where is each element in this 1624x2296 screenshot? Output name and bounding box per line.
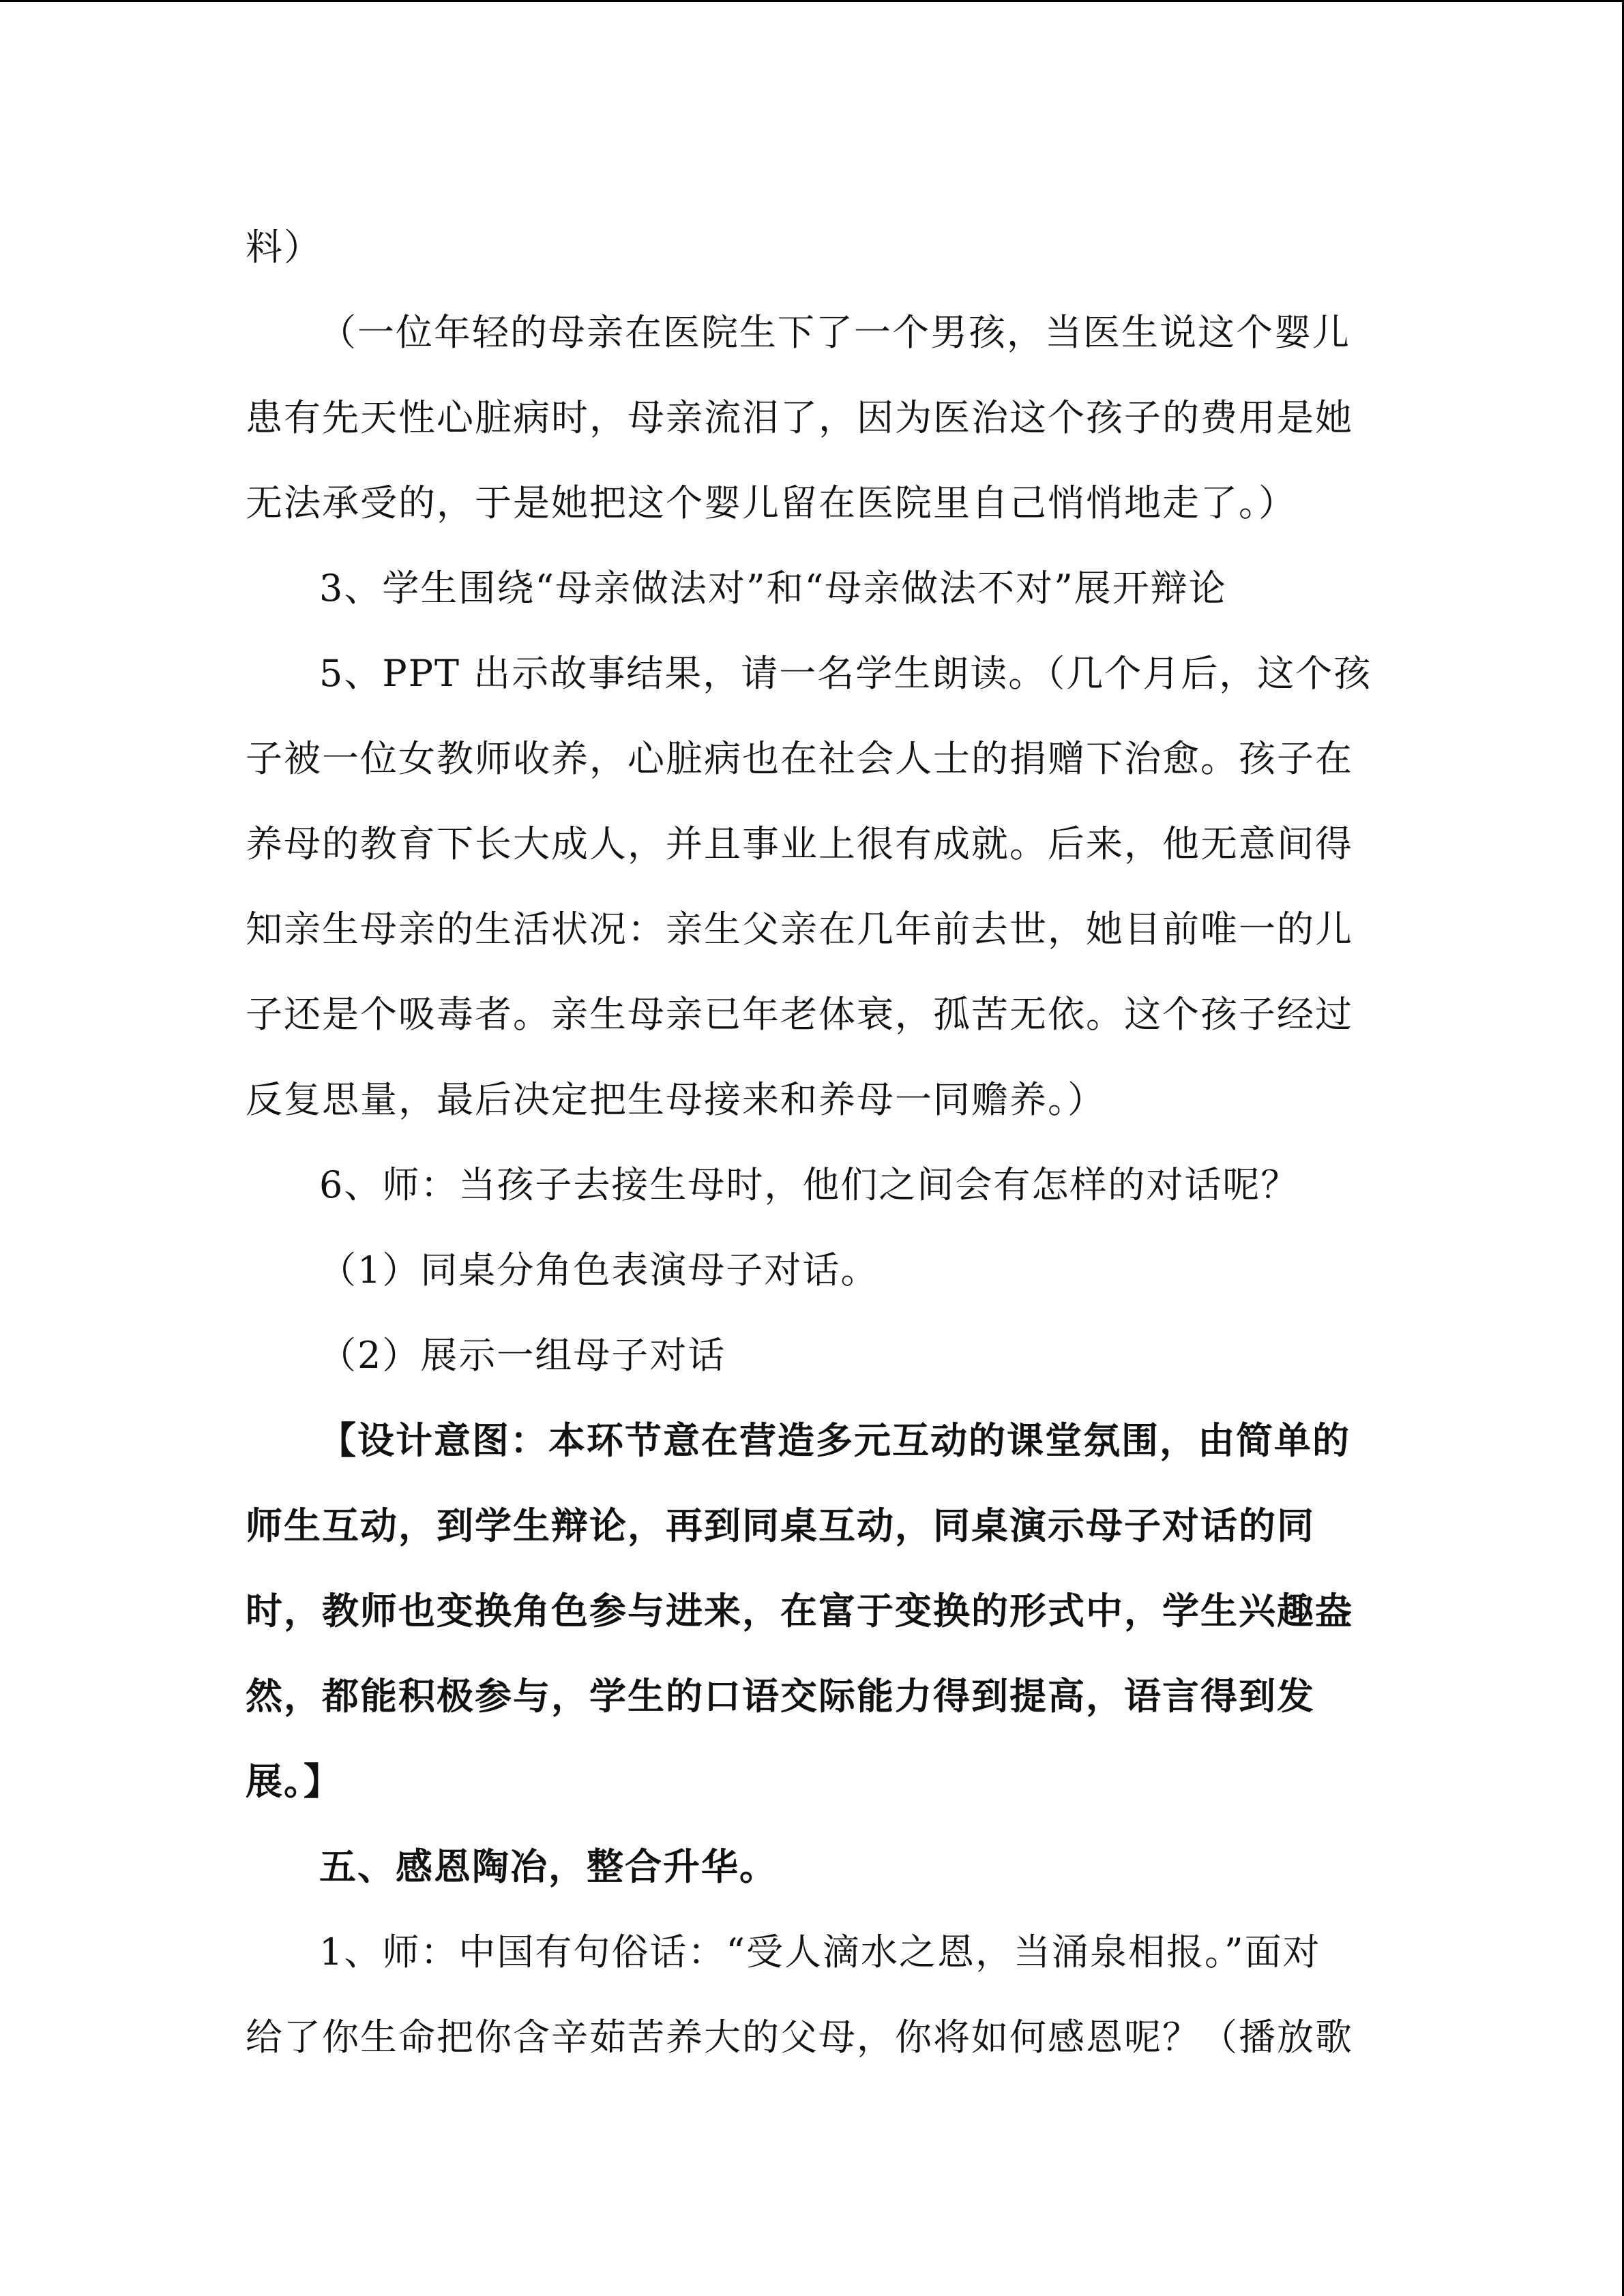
text-line: （一位年轻的母亲在医院生下了一个男孩，当医生说这个婴儿	[319, 311, 1350, 354]
design-intent-line: 师生互动，到学生辩论，再到同桌互动，同桌演示母子对话的同	[246, 1504, 1315, 1547]
text-line: 料）	[246, 226, 322, 269]
text-line: 子被一位女教师收养，心脏病也在社会人士的捐赠下治愈。孩子在	[246, 737, 1353, 780]
text-line: 6、师：当孩子去接生母时，他们之间会有怎样的对话呢？	[319, 1163, 1299, 1206]
text-line: 患有先天性心脏病时，母亲流泪了，因为医治这个孩子的费用是她	[246, 396, 1353, 439]
text-line: 给了你生命把你含辛茹苦养大的父母，你将如何感恩呢？（播放歌	[246, 2016, 1353, 2059]
text-line: 3、学生围绕“母亲做法对”和“母亲做法不对”展开辩论	[319, 567, 1227, 610]
text-line: 知亲生母亲的生活状况：亲生父亲在几年前去世，她目前唯一的儿	[246, 908, 1353, 951]
text-line: 1、师：中国有句俗话：“受人滴水之恩，当涌泉相报。”面对	[319, 1930, 1321, 1973]
text-line: （1）同桌分角色表演母子对话。	[319, 1249, 879, 1292]
design-intent-line: 然，都能积极参与，学生的口语交际能力得到提高，语言得到发	[246, 1674, 1315, 1718]
section-heading: 五、感恩陶冶，整合升华。	[319, 1845, 778, 1888]
design-intent-line: 展。】	[246, 1759, 342, 1803]
text-line: 子还是个吸毒者。亲生母亲已年老体衰，孤苦无依。这个孩子经过	[246, 993, 1353, 1036]
text-line: 5、PPT 出示故事结果，请一名学生朗读。（几个月后，这个孩	[319, 652, 1372, 695]
text-line: （2）展示一组母子对话	[319, 1334, 726, 1377]
text-line: 养母的教育下长大成人，并且事业上很有成就。后来，他无意间得	[246, 822, 1353, 865]
document-body	[246, 205, 1378, 2080]
text-line: 反复思量，最后决定把生母接来和养母一同赡养。）	[246, 1078, 1106, 1121]
page-top-border	[0, 0, 1624, 2]
design-intent-line: 【设计意图：本环节意在营造多元互动的课堂氛围，由简单的	[319, 1418, 1350, 1462]
text-line: 无法承受的，于是她把这个婴儿留在医院里自己悄悄地走了。）	[246, 481, 1297, 524]
design-intent-line: 时，教师也变换角色参与进来，在富于变换的形式中，学生兴趣盎	[246, 1589, 1353, 1632]
